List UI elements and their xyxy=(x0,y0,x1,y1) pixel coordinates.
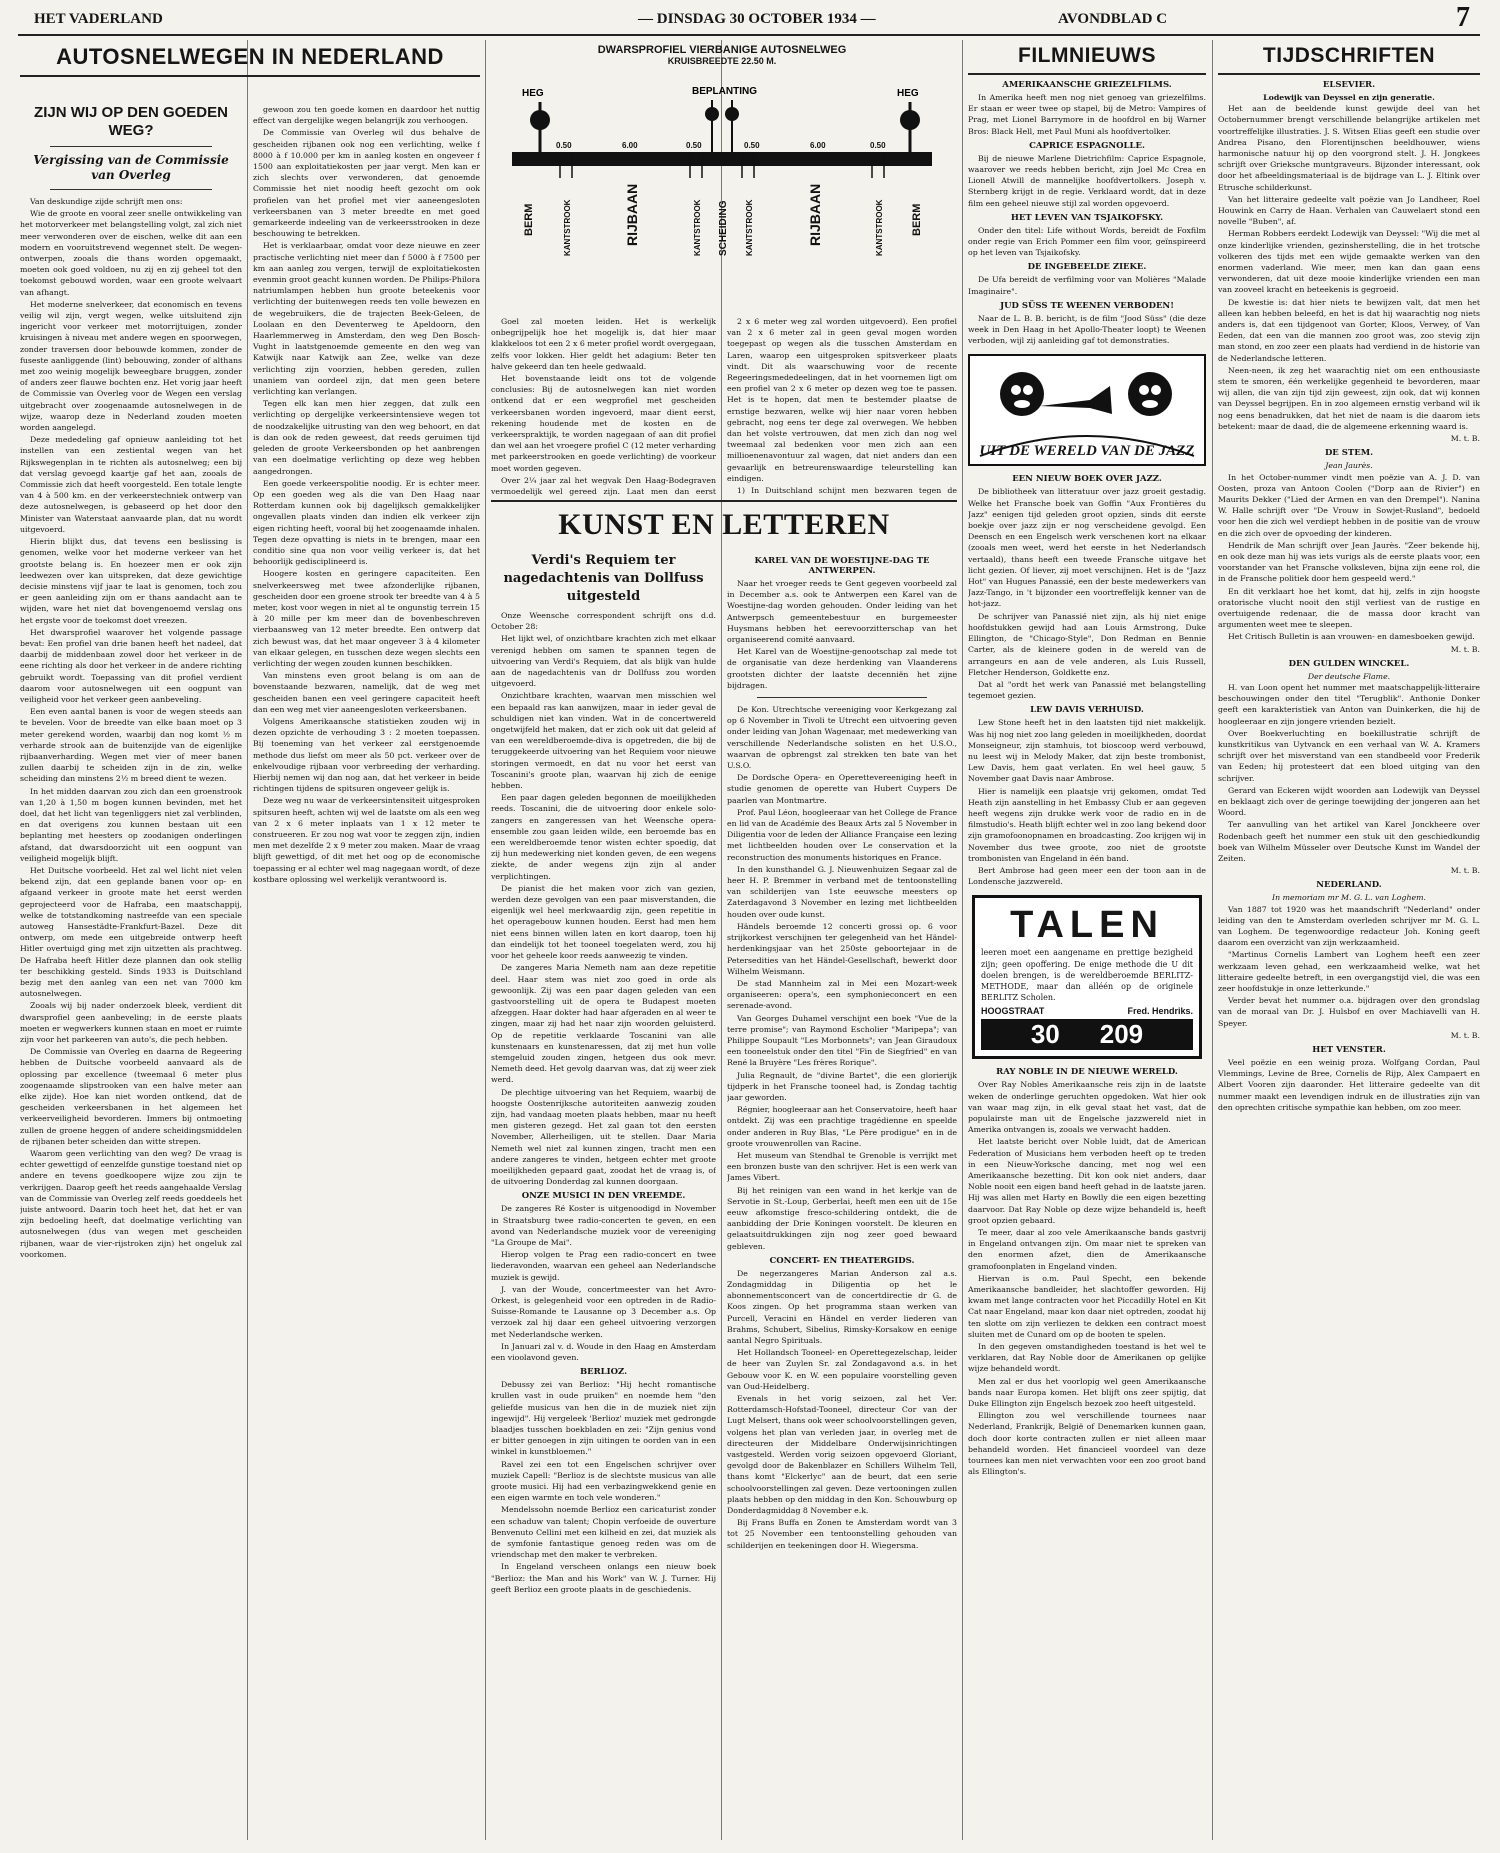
column-1 xyxy=(20,104,242,1840)
column-6 xyxy=(1218,44,1480,1840)
concert-heading: CONCERT- EN THEATERGIDS. xyxy=(769,1255,915,1266)
divider xyxy=(50,189,212,190)
elsevier-heading: ELSEVIER. xyxy=(1322,80,1376,90)
cross-section-diagram xyxy=(492,44,952,310)
diagram-title: DWARSPROFIEL VIERBANIGE AUTOSNELWEG xyxy=(597,44,847,56)
article-subtitle: ZIJN WIJ OP DEN GOEDEN WEG? xyxy=(34,104,228,139)
svg-text:0.50: 0.50 xyxy=(870,141,886,150)
tsjaikovsky-body: Onder den titel: Life without Words, bereidt de Foxfilm onder regie van Erich Pommer een film voor, geïnspireerd op het leven van Tsjaikofsky. xyxy=(968,225,1206,258)
winckel-subheading: Der deutsche Flame. xyxy=(1307,671,1391,681)
svg-text:6.00: 6.00 xyxy=(810,141,826,150)
stem-body: In het October-nummer vindt men poëzie van A. J. D. van Oosten, proza van Antoon Coolen ("Dorp aan de Rivier") en Maurits Dekker ("Lied der Armen en van den Drempel"). Nanina W. Halle schrijft over "De Vrouw in Sowjet-Rusland", bedoeld voor hen die zich wel verdiept hebben in de positie van de vrouw en die zich over de opvoeding der kinderen. Hendrik de Man schrijft over Jean Jaurès. "Zeer bekende hij, en ook deze man hij was iets vurigs als de eerste plaats voor, een voorstander van het Fransche volksleven, bijna zijn eene rol, die in de Fransche politiek door hem gespeeld werd." En dit verklaart hoe het komt, dat hij, zelfs in zijn hoogste oratorische vlucht nooit den stijl verliest van de rustige en overtuigende redenaar, die de massa door kracht van argumenten weet mee te sleepen. Het Critisch Bulletin is aan vrouwen- en damesboeken gewijd. M. t. B. xyxy=(1218,472,1480,654)
caprice-body: Bij de nieuwe Marlene Dietrichfilm: Caprice Espagnole, waarover we reeds hebben bericht, zijn Joel Mc Crea en Lionell Atwill de mannelijke hoofdvertolkers. Joseph v. Sternberg krijgt in de regie. Verklaard wordt, dat in deze film een geheel nieuwe stijl zal worden opgevoerd. xyxy=(968,153,1206,208)
page-number: 7 xyxy=(1456,2,1470,33)
jazz-boek-body: De bibliotheek van litteratuur over jazz groeit gestadig. Welke het Fransche boek van Goffin "Aux Frontières du Jazz" eenigen tijd geleden groot opzien, sinds dit eerste boekje over jazz zijn er nog verscheidene gevolgd. Een Deensch en een Engelsch werk verschenen kort na elkaar (zooals men weet, werd het eerste in het Nederlandsch vertaald), thans heeft een tweede Fransche uitgave het licht gezien. Of liever, zij moet verschijnen. Het is de "Jazz Hot" van Hugues Panassié, een der beste medewerkers van Jazz-Tango, in 't bijzonder een voortreffelijk kenner van de hot-jazz. De schrijver van Panassié niet zijn, als hij niet enige hoofdstukken gewijd had aan Louis Armstrong, Duke Ellington, de "Chicago-Style", Don Redman en Bennie Carter, als de kleinere goden in de wereld van de arrangeurs en aan de vele anderen, als Luis Russell, Fletcher Henderson, Goldkette enz. Dat al "ordt het werk van Panassié met belangstelling tegemoet gezien. xyxy=(968,487,1206,701)
lew-davis-heading: LEW DAVIS VERHUISD. xyxy=(1030,705,1144,716)
headline-rule xyxy=(20,75,480,77)
label-scheiding: SCHEIDING xyxy=(718,200,729,256)
ad-body: leeren moet een aangename en prettige bezigheid zijn; geen opoffering. De enige methode die U dit doelen brengen, is de wereldberoemde BERLITZ-METHODE, maar dan alléén op de originele BERLITZ Scholen. xyxy=(981,948,1193,1003)
column-rule xyxy=(962,40,963,1840)
divider xyxy=(50,146,212,147)
article-kicker: Vergissing van de Commissie van Overleg xyxy=(33,153,229,182)
tsjaikovsky-heading: HET LEVEN VAN TSJAIKOFSKY. xyxy=(1010,212,1164,223)
jud-suss-body: Naar de L. B. B. bericht, is de film "Jood Süss" (die deze week in Den Haag in het Apollo-Theater loopt) te Weenen verboden, wijl zij aanleiding gaf tot demonstraties. xyxy=(968,313,1206,346)
section-title: KUNST EN LETTEREN xyxy=(558,508,890,541)
jazz-banner xyxy=(968,354,1206,466)
jazz-banner-title: UIT DE WERELD VAN DE JAZZ xyxy=(979,443,1195,460)
berlioz-heading: BERLIOZ. xyxy=(579,1367,628,1378)
svg-text:0.50: 0.50 xyxy=(556,141,572,150)
label-kantstrook: KANTSTROOK xyxy=(745,199,754,256)
column-4-upper xyxy=(727,316,957,496)
jud-suss-heading: JUD SÜSS TE WEENEN VERBODEN! xyxy=(1000,300,1174,311)
column-rule xyxy=(485,40,486,1840)
newspaper-name: HET VADERLAND xyxy=(34,11,163,27)
verdi-body: Onze Weensche correspondent schrijft ons d.d. October 28: Het lijkt wel, of onzichtbare krachten zich met elkaar verenigd hebben om samen te spannen tegen de uitvoering van Verdi's Requiem, dat als blijk van hulde aan de nagedachtenis van dr Dollfuss zou worden uitgevoerd. Onzichtbare krachten, waarvan men misschien wel een bepaald ras kan aanwijzen, maar in ieder geval de schuldigen niet kan vinden. Wat in de concertwereld ongetwijfeld het maken, dat er zich ook uit dat geleid af van een wereldberoemde-diva is opgetreden, die bij de teruggekeerde uitvoering van het Requiem voor nieuwe storingen vermoedt, en dat nu voor het eerst van Toscanini's groote plan, waarvan hij zich de eenige hebben. Een paar dagen geleden begonnen de moeilijkheden reeds. Toscanini, die de uitvoering door enkele solo-zangers en zangeressen van het Weensche opera-ensemble zou gaan leiden wilde, een beroemde bas en een wereldberoemde tenor wisten echter spoedig, dat zij hun medewerking niet konden geven, de een wegens ziekte, de ander wegens zijn zijn al ander verplichtingen. De pianist die het maken voor zich van gezien, werden deze gevolgen van een paar misverstanden, die eigenlijk wel heel merkwaardig zijn, geen repetitie in het operagebouw kunnen houden. Eerst had men hem niet eens binnen willen laten en kort daarop, toen hij dan eindelijk tot het tooneel toegelaten werd, zou hij voor het geheele koor reeds aanweezig te vinden. De zangeres Maria Nemeth nam aan deze repetitie deel. Haar stem was niet zoo goed in orde als gewoonlijk. Zij was een paar dagen geleden van een gastvoorstelling uit de opera te Budapest moeten afzeggen. Haar dokter had haar afgeraden en al weer te zingen, maar zij had het naar zijn woorden geluisterd. Op de repetitie verklaarde Toscanini van alle kunstenaars en kunstenaressen, dat zij met hun volle stemgeluid zouden zingen, hetgeen dus ook mevr. Nemeth deed. Het gevolg daarvan was, dat zij weer ziek werd. De plechtige uitvoering van het Requiem, waarbij de hoogste Oostenrijksche autoriteiten aanwezig zouden zijn, had vandaag moeten plaats hebben, maar nu heeft men gisteren gezegd. Het zal gaan tot den eersten November, Allerheiligen, uit te stellen. Daar Maria Nemeth wel niet zal kunnen zingen, tracht men een andere zangeres te vinden, hetgeen echter met groote moeilijkheden gepaard gaat, zoodat het de vraag is, of de uitvoering Donderdag zal kunnen doorgaan. xyxy=(491,611,716,1187)
nederland-body: Van 1887 tot 1920 was het maandschrift "Nederland" onder leiding van den te Amsterdam overleden schrijver mr M. G. L. van Loghem. De tegenwoordige redacteur Joh. Koning geeft daarom een overzicht van zijn werkzaamheid. "Martinus Cornelis Lambert van Loghem heeft een zeer werkzaam leven gehad, een werkzaamheid welke, wat het litteraire gedeelte betreft, in een overgangstijd viel, die was een zeer hoofdstukje in onze letterkunde." Verder bevat het nummer o.a. bijdragen over den grondslag van de moraal van Dr. J. Hulsbof en over Machiavelli van H. Speyer. M. t. B. xyxy=(1218,904,1480,1040)
road-profile-svg xyxy=(492,66,952,302)
article-body-continued: 2 x 6 meter weg zal worden uitgevoerd). Een profiel van 2 x 6 meter zal in geen geval mogen worden toegepast op wegen als die tusschen Amsterdam en Laren, waarop een uitgesproken spitsverkeer plaats vindt. Dit als waarschuwing voor de recente Regeeringsmededeelingen, dat in het voornemen ligt om een profiel van 2 x 6 meter op dezen weg toe te passen. Het is te hopen, dat men te bestemder plaatse de ernstige bezwaren, welke wij hier naar voren hebben gebracht, nog eens ter dege zal overwegen. We hebben dan het volste vertrouwen, dat men zich dan nog wel tweemaal zal bedenken voor men zich aan een millioenenavontuur zal wagen, dat niet anders dan een gevaarlijk en betreurenswaardige teleurstelling kan eindigen. 1) In Duitschland schijnt men bezwaren tegen de xyxy=(727,317,957,496)
caprice-heading: CAPRICE ESPAGNOLLE. xyxy=(1029,140,1145,151)
headline-rule xyxy=(968,73,1206,75)
label-heg-right: HEG xyxy=(897,88,919,99)
article-body-continued: Goel zal moeten leiden. Het is werkelijk onbegrijpelijk hoe het mogelijk is, dat hier maar klakkeloos tot een 2 x 6 meter profiel wordt overgegaan, zelfs voor lokken. Hier geldt het adagium: Beter ten halve gekeerd dan ten heele gedwaald. Het bovenstaande leidt ons tot de volgende conclusies: Bij de autosnelwegen kan niet worden ontkend dat er een wegprofiel met gescheiden verkeersbanen worden ingevoerd, maar dient eerst, rekening houdende met de kosten en de verkeerspraktijk, te worden nagegaan of aan dit profiel dan wel aan het vroegere profiel C (12 meter verharding met parkeerstrooken en goede verlichting) de voorkeur moet worden gegeven. Over 2¼ jaar zal het wegvak Den Haag-Bodegraven vermoedelijk wel gereed zijn. Laat men dan eerst xyxy=(491,317,716,496)
zieke-body: De Ufa bereidt de verfilming voor van Molières "Malade Imaginaire". xyxy=(968,275,1206,296)
ad-address: HOOGSTRAAT xyxy=(981,1006,1045,1017)
label-rijbaan: RIJBAAN xyxy=(624,183,640,246)
divider xyxy=(757,697,927,698)
short-notices: De Kon. Utrechtsche vereeniging voor Kerkgezang zal op 6 November in Tivoli te Utrecht een uitvoering geven onder leiding van Johan Wagenaar, met medewerking van verschillende Nederlandsche solisten en het U.S.O., waarvan de opbrengst zal strekken ten bate van het U.S.O. De Dordsche Opera- en Operettevereeniging heeft in studie genomen de operette van Hubert Cuypers De paarlen van Montmartre. Prof. Paul Léon, hoogleeraar van het College de France en lid van de Académie des Beaux Arts zal 5 November in Diligentia voor de leden der Alliance Française een lezing met lichtbeelden houden over Le conservation et la reconstruction des monuments historiques en France. In den kunsthandel G. J. Nieuwenhuizen Segaar zal de heer H. P. Bremmer in verband met de tentoonstelling van schilderijen van 1ste eeuwsche meesters op Zaterdagavond 3 November en lezing met lichtbeelden houden over oude kunst. Händels beroemde 12 concerti grossi op. 6 voor strijkorkest verschijnen ter gelegenheid van het Händel-herdenkingsjaar van het 250ste geboortejaar in de Petersedities van het Händel-Gesellschaft, bewerkt door Wilhelm Weismann. De stad Mannheim zal in Mei een Mozart-week organiseeren: opera's, een symphonieconcert en een serenade-avond. Van Georges Duhamel verschijnt een boek "Vue de la terre promise"; van Raymond Escholier "Maripepa"; van Philippe Soupault "Les Morbonnets"; van Jean Giraudoux een tooneelstuk onder den titel "Fin de Siegfried" en van René la Bruyère "Les frères Rorique". Julia Regnault, de "divine Bartet", die een glorierijk tijdperk in het Fransche tooneel had, is Zondag tachtig jaar geworden. Régnier, hoogleeraar aan het Conservatoire, heeft haar ontdekt. Zij was een prachtige tragédienne en speelde onder anderen in Ruy Blas, "Le Père prodigue" en in de groote vrouwenrollen van Racine. Het museum van Stendhal te Grenoble is verrijkt met een bronzen buste van den schrijver. Het is een werk van James Vibert. Bij het reinigen van een wand in het kerkje van de Servotie in St.-Loup, Gerberlai, heeft men een uit de 15e eeuw afkomstige fresco-schildering ontdekt, die de aanbidding der Drie Koningen voorstelt. De kleuren en gelaatsuitdrukkingen zijn nog zeer goed bewaard gebleven. xyxy=(727,705,957,1251)
musici-heading: ONZE MUSICI IN DEN VREEMDE. xyxy=(521,1191,686,1202)
autosnelwegen-header xyxy=(20,44,480,104)
nederland-subheading: In memoriam mr M. G. L. van Loghem. xyxy=(1272,893,1426,903)
stem-subheading: Jean Jaurès. xyxy=(1325,461,1373,471)
label-kantstrook: KANTSTROOK xyxy=(693,199,702,256)
elsevier-body: Het aan de beeldende kunst gewijde deel van het Octobernummer brengt verschillende belangrijke artikelen met voortreffelijke illustraties. J. S. Witsen Elias geeft een studie over Andrea Pisano, den Florentijnschen beeldhouwer, wiens harmonische natuur hij op den voorgrond stelt. J. H. Jongkees schrijft over Grieksche muntgraveurs. Bijzonder interessant, ook door het afbeeldingsmateriaal is de bijdrage van L. J. Eltink over Etrusche schilderkunst. Van het litteraire gedeelte valt poëzie van Jo Landheer, Roel Houwink en Carry de Haan. Verhalen van Cauwelaert stond een novelle "Buben", af. Herman Robbers eerdekt Lodewijk van Deyssel: "Wij die met al onze kinderlijke vrienden, gezinsherstelling, die in het trotsche volkeren des tijds met een wijde gemaakte werken van den enormen vaderland. Wie meer, men kan dan gaan eens verwonderen, dat uit deze mooie kinderlijke vrienden een man van zooveel kracht en beteekenis is gegroeid. De kwestie is: dat hier niets te bewijzen valt, dat men het alleen kan hebben beleefd, en het is dat hij waarachtig nog niets anders is, dat een tijdgenoot van Gorter, Kloos, Verwey, of Van Eeden, dat een van die mannen zoo groot was, zoo stevig zijn man stond, en zoo zeer een plaats had verdiend in de historie van de Nederlandsche letteren. Neen-neen, ik zeg het waarachtig niet om een enthousiaste stem te smoren, één werkelijke gegenheid te bevorderen, maar wij allen, die van zijn tijd zijn geweest, zijn ook, dat wij konnen van Deyssel begrijpen. En in zoo algemeen ernstig verband wil ik nog eens benadrukken, dat het niet de naam is die daarom iets betekent: maar de daad, die de algemeene erkenning waard is. M. t. B. xyxy=(1218,104,1480,444)
label-berm-left: BERM xyxy=(523,203,535,236)
nederland-heading: NEDERLAND. xyxy=(1316,880,1382,891)
label-beplanting: BEPLANTING xyxy=(692,86,757,97)
lew-davis-body: Lew Stone heeft het in den laatsten tijd niet makkelijk. Was hij nog niet zoo lang geleden in moeilijkheden, doordat Monseigneur, zijn stamhuis, tot bioscoop werd verbouwd, nu leest wij in Melody Maker, dat zijn beste trombonist, Lew Davis, hem gaat verlaten. En wel heel gauw, 5 November gaat Davis naar Ambrose. Hier is namelijk een plaatsje vrij gekomen, omdat Ted Heath zijn aanstelling in het Embassy Club er aan gegeven heeft wegens zijn drukke werk voor de radio en in de filmstudio's. Heath blijft echter wel in zoo lang bekend door zijn gramofoonopnamen en broadcasting. Zoo krijgen wij in November dus twee groote, zoo niet de grootste trombonisten van Engeland in één band. Bert Ambrose had geen meer een der toon aan in de Londensche jazzwereld. xyxy=(968,718,1206,887)
ray-noble-body: Over Ray Nobles Amerikaansche reis zijn in de laatste weken de onderlinge geruchten opgedoken. Wat hier ook van waar mag zijn, in elk geval staat het vast, dat de populairste man uit de Engelsche jazzwereld niet in Amerika ontvangen is, zooals we verwacht hadden. Het laatste bericht over Noble luidt, dat de American Federation of Musicians hem verboden heeft op te treden in een Nieuw-Yorksche dancing, met nog wel een Amerikaansche bezetting. Dit kon ook niet anders, daar Noble nooit een eigen band heeft gehad in de laatste jaren. Hij was allen met Harty en Bowlly die een eigen bezetting daarvoor. Dat Ray Noble op deze wijze behandeld is, heeft groot opzien gebaard. Te meer, daar al zoo vele Amerikaansche bands gastvrij in Engeland ontvangen zijn. Om maar niet te spreken van den enormen afzet, dien de Amerikaansche gramofoonplaten in Engeland vinden. Hiervan is o.m. Paul Specht, een bekende Amerikaansche bandleider, het slachtoffer geworden. Hij kwam met lange contracten voor het Piccadilly Hotel en Kit Cat naar Engeland, maar kon daar niet optreden, zoodat hij ten slotte om zijn verliezen te dekken een contract moest sluiten met de Cunard om op de booten te spelen. In den gegeven omstandigheden toestand is het wel te verklaren, dat Ray Noble door de Amerikanen op gelijke wijze behandeld wordt. Men zal er dus het voorlopig wel geen Amerikaansche bands naar Europa komen. Het blijft ons zeer spijtig, dat Duke Ellington zijn Engelsch bezoek zoo heeft uitgesteld. Ellington zou wel verschillende tournees naar Nederland, Frankrijk, België of Denemarken kunnen gaan, doch door korte contracten zullen er niet alleen maar behandeld worden. Het financieel voordeel van deze tournees kan men niet verwachten voor een zoo groot band als Ellington's. xyxy=(968,1080,1206,1477)
column-3-upper xyxy=(491,316,716,496)
headline-rule xyxy=(1218,73,1480,75)
column-2 xyxy=(253,104,480,1840)
label-berm-right: BERM xyxy=(911,203,923,236)
ad-owner: Fred. Hendriks. xyxy=(1127,1006,1193,1017)
griezel-body: In Amerika heeft men nog niet genoeg van griezelfilms. Er staan er weer twee op stapel, bij de Metro: Vampires of Prag, met Lionel Barrymore in de hoofdrol en bij Warner Bros: Black Hell, met Paul Muni als hoofdvertolker. xyxy=(968,93,1206,136)
stem-heading: DE STEM. xyxy=(1324,448,1374,459)
berlioz-body: Debussy zei van Berlioz: "Hij hecht romantische krullen vast in oude pruiken" en noemde hem "den geliefde musicus van hen die in de muziek niet zijn ingewijd". Hij vergeleek 'Berlioz' muziek met gedrongde blaadjes tusschen boekbladen en zei: "Zijn genius vond er bitter genoegen in zijn uitingen te oorden van in een winkel in kunstbloemen." Ravel zei een tot een Engelschen schrijver over muziek Capell: "Berlioz is de slechtste musicus van alle groote musici. Hij had een verbazingwekkend genie en een eigen warmte en toch vele wonderen." Mendelssohn noemde Berlioz een caricaturist zonder een schaduw van talent; Chopin verfoeide de ouverture Benvenuto Cellini met een kilheid en zei, dat muziek als de symfonie fantastique genoeg reden was om de vriendschap met den maker te verbreken. In Engeland verscheen onlangs een nieuw boek "Berlioz: the Man and his Work" van W. J. Turner. Hij geeft Berlioz een groote plaats in de geschiedenis. xyxy=(491,1380,716,1594)
ray-noble-heading: RAY NOBLE IN DE NIEUWE WERELD. xyxy=(996,1067,1178,1078)
article-body: Van deskundige zijde schrijft men ons: Wie de groote en vooral zeer snelle ontwikkeling van het motorverkeer met belangstelling volgt, zal zich niet meer verwonderen over de eischen, welke dit aan een modern en vooruitstrevend wegennet stelt. De wegen-ontwerpen, zooals die thans worden opgemaakt, moeten ook goed voldoen, nu zij en zij geheel tot den toekomst gebouwd worden, waar een groote welvaart van afhangt. Het moderne snelverkeer, dat economisch en tevens veilig wil zijn, vergt wegen, welke uitsluitend zijn ingericht voor verkeer met motorrijtuigen, zonder kruisingen à niveau met andere wegen en spoorwegen, zonder traversen door bebouwde kommen, zonder de fuseste aanliggende (lint) bebouwing, zonder of althans met zoo weinig mogelijk beweegbare bruggen, zonder of anders zeer flauwe bochten enz. Het vorig jaar heeft de Commissie van Overleg voor de Wegen een verslag uitgebracht over zoogenaamde autosnelwegen in de wijze, waarop deze in Nederland zouden moeten worden aangelegd. Deze mededeling gaf opnieuw aanleiding tot het instellen van een zestiental wegen van het Rijkswegenplan in te richten als autosnelweg; een bij dat verslag gevoegd kaartje gaf het aan, zooals de Commissie zich dat heeft voorgesteld. Een totale lengte van 4 à 500 km. en der verkeerstechniek ontwerp van deze autosnelwegen, is gebaseerd op het door den Minister van Waterstaat aanvaarde plan, dat nu wordt uitgevoerd. Hierin blijkt dus, dat tevens een beslissing is genomen, welke voor het moderne verkeer van het grootste belang is. En hoezeer men er ook zijn leedwezen over kan uitspreken, dat deze gewichtige decisie minstens vijf jaar te laat is genomen, toch zou er geen aanleiding zijn om er thans aandacht aan te wijden, ware het niet dat bovengenoemd verslag ons het ergste voor de toekomst doet vreezen. Het dwarsprofiel waarover het volgende passage bevat: Een profiel van drie banen heeft het nadeel, dat daarbij de middenbaan zowel door het verkeer in de eene richting als door het verkeer in de andere richting gebruikt wordt. Toepassing van dit profiel verdient daarom voor autosnelwegen uit een oogpunt van veiligheid voor het verkeer geen aanbeveling. Een even aantal banen is voor de wegen steeds aan te bevelen. Voor de breedte van elke baan moet op 3 meter gerekend worden, waarbij dan nog komt ½ m verharde strook aan de buitenzijde van de eigenlijke rijbaanverharding. Wegen met vier of meer banen zullen daarbij te scheiden zijn in de zin, welke scheiding dan minstens 2½ m breed dient te wezen. In het midden daarvan zou zich dan een groenstrook van 1,20 à 1,50 m bogen kunnen bevinden, met het doel, dat het licht van tegenliggers niet zal verblinden, en dat overigens zou kunnen bestaan uit een beplanting met heesters op zoodanigen onderlingen afstand, dat dwarsdoorzicht uit een oogpunt van veiligheid mogelijk blijft. Het Duitsche voorbeeld. Het zal wel licht niet velen bekend zijn, dat een geplande banen voor op- en afgaand verkeer in groote mate het eerst werden geprojecteerd voor de Hafraba, een maatschappij, welke de totstandkoming nastreefde van een speciale autoweg Hansestädte-Frankfurt-Bazel. Deze dit ontwerp, om mede een uitgebreide ontwerp heeft Hitler overtuigd ging met zijn uitzetten als prachtweg. De Hafraba heeft Hitler deze plannen dan ook stellig ter beschikking gesteld. Sinds 1933 is Duitschland bezig met den aanleg van een net van 7000 km autosnelwegen. Zooals wij bij nader onderzoek bleek, verdient dit dwarsprofiel geen aanbeveling; in de eerste plaats moeten er wegwerkers kunnen staan en moet er ruimte zijn voor het parkeeren van auto's, die pech hebben. De Commissie van Overleg en daarna de Regeering hebben de Duitsche voorbeeld aanvaard als de oplossing par excellence (tweemaal 6 meter plus zoogenaamde slipstrooken van een halve meter aan elke zijde). Hoe kan niet worden ontkend, dat de gescheiden verkeersbanen in het algemeen het verkeerveiligheid bevorderen. Immers bij ontmoeting zullen de groene heggen of andere scheidingsmiddelen de rijbanen beter scheiden dan witte strepen. Waarom geen verlichting van den weg? De vraag is echter gewettigd of eenzelfde gunstige toestand niet op andere en tevens goedkoopere wijze zou zijn te verkrijgen. Daarop geeft het reeds aangehaalde Verslag van de Commissie van Overleg zelf reeds goeddeels het juiste antwoord. Daarin toch heet het, dat het er van zijn bedoeling heeft, dat doelmatige verlichting van autosnelwegen (dus van wegen met gescheiden rijbanen, waar de vier-rijstroken zijn) het ongeluk zal voorkomen. xyxy=(20,197,242,1259)
masthead xyxy=(18,2,1480,36)
filmnieuws-title: FILMNIEUWS xyxy=(1018,44,1156,67)
concert-body: De negerzangeres Marian Anderson zal a.s. Zondagmiddag in Diligentia op het le abonnementsconcert van de concertdirectie dr G. de Koos zingen. Op het programma staan werken van Purcell, Veracini en Händel en verder liederen van Brahms, Schubert, Sibelius, Rimsky-Korsakow en eenige aantal Negro Spirituals. Het Hollandsch Tooneel- en Operettegezelschap, leider de heer van Zuylen Sr. zal Zondagavond a.s. in het Gebouw voor K. en W. een populaire voorstelling geven van Oud-Heidelberg. Evenals in het vorig seizoen, zal het Ver. Rotterdamsch-Hofstad-Tooneel, directeur Cor van der Lugt Melsert, thans ook weer schoolvoorstellingen geven, volgens het plan van verleden jaar, in overleg met de directeuren der Middelbare Onderwijsinrichtingen vastgesteld. Werden vorig seizoen opgevoerd Gloriant, gevolgd door de Bakenblazer en Schillers Wilhelm Tell, thans komt "Elckerlyc" aan de beurt, dat een serie schoolvoorstellingen zal geven. Deze vertooningen zullen plaats hebben op den middag in den Kon. Schouwburg op Donderdagmiddag 8 November e.k. Bij Frans Buffa en Zonen te Amsterdam wordt van 3 tot 25 November een tentoonstelling gehouden van schilderijen en teekeningen door H. Wiegersma. xyxy=(727,1268,957,1550)
musici-body: De zangeres Ré Koster is uitgenoodigd in November in Straatsburg twee radio-concerten te geven, en een avond van Nederlandsche muziek voor de vereeniging "La Groupe de Mai". Hierop volgen te Prag een radio-concert en twee liederavonden, waarvan een geheel aan Nederlandsche muziek is gewijd. J. van der Woude, concertmeester van het Avro-Orkest, is gelegenheid voor een optreden in de Radio-Suisse-Romande te Lausanne op 3 December a.s. Op verzoek zal hij daar een geheel uitvoering verzorgen met Nederlandsche werken. In Januari zal v. d. Woude in den Haag en Amsterdam een vioolavond geven. xyxy=(491,1204,716,1362)
column-rule xyxy=(247,40,248,1840)
verdi-headline: Verdi's Requiem ter nagedachtenis van Dollfuss uitgesteld xyxy=(503,553,704,604)
column-rule xyxy=(721,40,722,1840)
zieke-heading: DE INGEBEELDE ZIEKE. xyxy=(1027,262,1147,273)
column-5 xyxy=(968,44,1206,1840)
winckel-body: H. van Loon opent het nummer met maatschappelijk-litteraire beschouwingen onder den titel "Terugblik". Anthonie Donker geeft een karakteristiek van Anton van Duinkerken, die hij de hoogleeraar en zijn jongere vrienden bezielt. Over Boekverluchting en boekillustratie schrijft de kunstkritikus van Uytvanck en een verhaal van W. A. Kramers schrijft over het misverstand van een standbeeld voor Frederik van Eeden; hij protesteert dat een bloed uitging van den schrijver. Gerard van Eckeren wijdt woorden aan Lodewijk van Deyssel en beklaagt zich over de geringe toewijding der jongeren aan het Woord. Ter aanvulling van het artikel van Karel Jonckheere over Rodenbach geeft het nummer een stuk uit den geschiedkundig boek van Wilhelm Müsseler over Deutsche Kunst im Wandel der Zeiten. M. t. B. xyxy=(1218,682,1480,876)
kunst-banner xyxy=(491,500,957,548)
venster-body: Veel poëzie en een weinig proza. Wolfgang Cordan, Paul Vlemmings, Levine de Bree, Cornelis de Rijp, Alex Campaert en Albert Vooren zijn daaronder. Het litteraire gedeelte van dit nummer maakt een levendigen indruk en de illustraties zijn van den oprechten critische sympathie kan hebben, om zoo meer. xyxy=(1218,1058,1480,1112)
ad-phone: 30 209 xyxy=(981,1019,1193,1050)
label-rijbaan: RIJBAAN xyxy=(807,183,823,246)
winckel-heading: DEN GULDEN WINCKEL. xyxy=(1288,658,1410,669)
article-body-continued: gewoon zou ten goede komen en daardoor het nuttig effect van dergelijke wegen belangrijk zou verhoogen. De Commissie van Overleg wil dus behalve de gescheiden rijbanen ook nog een verlichting, welke f 8000 à f 10.000 per km in aanleg kosten en ongeveer f 1500 aan exploitatiekosten per jaar vergt. Men kan er zich slechts over verwonderen, dat genoemde Commissie het niet noodig heeft gezocht om ook profielen van het profiel met vier aaneengesloten verkeersbanen van 3 meter breedte en met goed gemarkeerde indeeling van de verkeersstrooken in deze beschouwing te betrekken. Het is verklaarbaar, omdat voor deze nieuwe en zeer practische verlichting niet meer dan f 5000 à f 7500 per km aan aanleg zou vergen, terwijl de exploitatiekosten evenmin groot geacht kunnen worden. De Philips-Philora natriumlampen hebben hun groote beteekenis voor verlichting der buitenwegen reeds ten volle bewezen en de wegebruikers, die de trajecten Beek-Geleen, de Loolaan en den Deventerweg te Apeldoorn, den Haarlemmerweg in Amsterdam, den weg Den Bosch-Vught in laatstgenoemde gemeente en den weg van Katwijk naar Katwijk aan Zee, welke van deze verlichting zijn voorzien, hebben gereden, zullen unaniem van oordeel zijn, dat men geen betere verlichting kan verlangen. Tegen elk kan men hier zeggen, dat zulk een verlichting op dergelijke verkeersintensieve wegen tot de noodzakelijke uitrusting van den weg behoort, en dat is dan ook de reden geweest, dat reeds geruimen tijd geleden de groote Verkeersbonden op het aanbrengen van een doelmatige verlichting op deze weg hebben aangedrongen. Een goede verkeerspolitie noodig. Er is echter meer. Op een goeden weg als die van Den Haag naar Rotterdam kunnen ook bij dagelijksch gemakkelijker ongevallen plaats vinden dan indien elk verkeer zijn eigen richting heeft, vooral bij het zoogenaamde inhalen. Tegen deze opvatting is niets in te brengen, maar een conditio sine qua non voor veilig verkeer is, dat het behoorlijk gedisciplineerd is. Hoogere kosten en geringere capaciteiten. Een snelverkeersweg met twee afzonderlijke rijbanen, gescheiden door een groene strook ter breedte van 4 à 5 meter, kost voor wegen in niet al te ongunstig terrein 15 à 20 mille per km meer dan de bovenbeschreven vierbaansweg van 12 meter breedte. Een ontwerp dat zich bewust was, dat het maar ongeveer 3 à 4 kilometer van elkaar gelegen, en tusschen deze wegen slechts een verlichting der wegen zouden kunnen beschikken. Van minstens even groot belang is om aan de bovenstaande bezwaren, namelijk, dat de weg met gescheiden banen een veel geringere capaciteit heeft dan een weg met vier aaneengesloten verkeersbanen. Volgens Amerikaansche statistieken zouden wij in dezen opzichte de verhouding 3 : 2 moeten toepassen. Bij toeneming van het verkeer zal eerstgenoemde methode dus liefst om meer als 50 pct. verkeer over de enkelvoudige rijbaan voor verbreeding der verharding. Hierbij nemen wij dan nog aan, dat het verkeer in beide richtingen tijdens de spitsuren ongeveer gelijk is. Deze weg nu waar de verkeersintensiteit uitgesproken spitsuren heeft, achten wij wel de laatste om als een weg van 2 x 6 meter inplaats van 1 x 12 meter te construeeren. Er zou nog wat voor te zeggen zijn, indien men met dezelfde 2 x 9 meter zou maken. Maar de vraag blijft gewettigd, of dit met het oog op de economische toepassing er al echter wel mag nagegaan wordt, of deze kostbare oplossing wel werkelijk verantwoord is. xyxy=(253,105,480,884)
label-kantstrook: KANTSTROOK xyxy=(563,199,572,256)
svg-text:0.50: 0.50 xyxy=(686,141,702,150)
column-rule xyxy=(1212,40,1213,1840)
label-heg-left: HEG xyxy=(522,88,544,99)
tijdschriften-title: TIJDSCHRIFTEN xyxy=(1262,44,1436,67)
article-headline: AUTOSNELWEGEN IN NEDERLAND xyxy=(56,44,444,69)
griezel-heading: AMERIKAANSCHE GRIEZELFILMS. xyxy=(1002,80,1172,90)
woestijne-heading: KAREL VAN DE WOESTIJNE-DAG TE ANTWERPEN. xyxy=(754,556,930,576)
svg-text:0.50: 0.50 xyxy=(744,141,760,150)
ad-headline: TALEN xyxy=(1010,904,1164,947)
column-4-lower xyxy=(727,552,957,1840)
edition-label: AVONDBLAD C xyxy=(1058,11,1168,27)
berlitz-advertisement xyxy=(972,895,1202,1059)
label-kantstrook: KANTSTROOK xyxy=(875,199,884,256)
woestijne-body: Naar het vroeger reeds te Gent gegeven voorbeeld zal in December a.s. ook te Antwerpen een Karel van de Woestijne-dag worden gehouden. Onder leiding van het Antwerpsch gemeentebestuur en burgemeester Huysmans hebben het eerevoorzitterschap van het organiseerend comité aanvaard. Het Karel van de Woestijne-genootschap zal mede tot de organisatie van deze herdenking van Vlaanderens grootsten dichter der laatste decenniën het zijne bijdragen. xyxy=(727,579,957,690)
venster-heading: HET VENSTER. xyxy=(1312,1045,1386,1056)
elsevier-subheading: Lodewijk van Deyssel en zijn generatie. xyxy=(1263,93,1435,102)
column-3-lower xyxy=(491,552,716,1840)
issue-date: — DINSDAG 30 OCTOBER 1934 — xyxy=(638,11,876,27)
svg-text:6.00: 6.00 xyxy=(622,141,638,150)
diagram-subtitle: KRUISBREEDTE 22.50 M. xyxy=(667,56,777,66)
jazz-boek-heading: EEN NIEUW BOEK OVER JAZZ. xyxy=(1012,474,1162,485)
